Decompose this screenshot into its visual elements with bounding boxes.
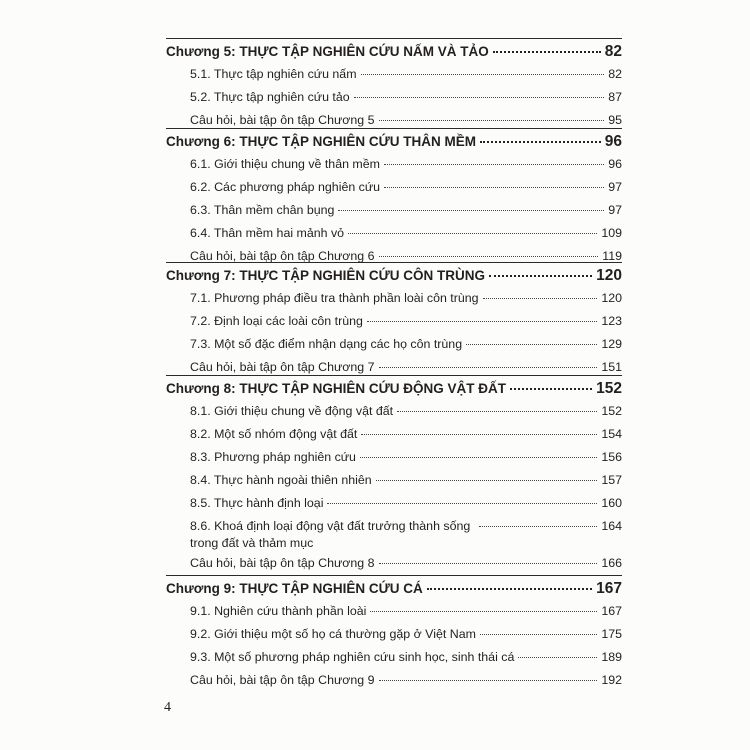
entry-page-number: 154: [601, 427, 622, 441]
entry-label: 6.1. Giới thiệu chung về thân mềm: [190, 157, 380, 171]
dot-leader: [384, 164, 604, 165]
entry-label: Câu hỏi, bài tập ôn tập Chương 7: [190, 360, 375, 374]
entry-page-number: 129: [601, 337, 622, 351]
dot-leader: [379, 563, 598, 564]
toc-entry[interactable]: [166, 176, 622, 199]
dot-leader: [348, 233, 597, 234]
entry-page-number: 97: [608, 180, 622, 194]
entry-label: 9.1. Nghiên cứu thành phần loài: [190, 604, 367, 618]
entry-page-number: 82: [608, 67, 622, 81]
dot-leader: [493, 51, 601, 53]
entry-page-number: 192: [601, 673, 622, 687]
dot-leader: [376, 480, 598, 481]
chapter-5-block: [166, 38, 622, 132]
entry-page-number: 152: [601, 404, 622, 418]
dot-leader: [361, 74, 605, 75]
entry-label: 5.2. Thực tập nghiên cứu tảo: [190, 90, 350, 104]
entry-label: 9.2. Giới thiệu một số họ cá thường gặp ở Việt Nam: [190, 627, 476, 641]
toc-entry[interactable]: [166, 310, 622, 333]
chapter-7-block: [166, 262, 622, 379]
dot-leader: [384, 187, 604, 188]
entry-page-number: 175: [601, 627, 622, 641]
entry-page-number: 120: [601, 291, 622, 305]
chapter-page-number: 96: [604, 133, 622, 150]
chapter-6-block: [166, 128, 622, 268]
toc-entry[interactable]: [166, 153, 622, 176]
entry-page-number: 167: [601, 604, 622, 618]
chapter-title: Chương 7: THỰC TẬP NGHIÊN CỨU CÔN TRÙNG: [166, 268, 486, 283]
chapter-title: Chương 6: THỰC TẬP NGHIÊN CỨU THÂN MỀM: [166, 134, 477, 149]
dot-leader: [361, 434, 597, 435]
chapter-9-heading[interactable]: [166, 576, 622, 600]
entry-label: 6.2. Các phương pháp nghiên cứu: [190, 180, 381, 194]
entry-page-number: 189: [601, 650, 622, 664]
entry-label: Câu hỏi, bài tập ôn tập Chương 8: [190, 556, 375, 570]
dot-leader: [510, 388, 592, 390]
chapter-title: Chương 8: THỰC TẬP NGHIÊN CỨU ĐỘNG VẬT ĐẤT: [166, 381, 507, 396]
entry-label: 6.3. Thân mềm chân bụng: [190, 203, 335, 217]
entry-page-number: 97: [608, 203, 622, 217]
toc-entry[interactable]: [166, 552, 622, 575]
toc-entry[interactable]: [166, 669, 622, 692]
toc-entry[interactable]: [166, 492, 622, 515]
chapter-8-block: [166, 375, 622, 575]
toc-entry[interactable]: [166, 469, 622, 492]
entry-label: 7.3. Một số đặc điểm nhận dạng các họ côn trùng: [190, 337, 463, 351]
toc-entry[interactable]: [166, 287, 622, 310]
dot-leader: [483, 298, 598, 299]
entry-label: 5.1. Thực tập nghiên cứu nấm: [190, 67, 357, 81]
chapter-8-heading[interactable]: [166, 376, 622, 400]
toc-entry[interactable]: [166, 646, 622, 669]
dot-leader: [466, 344, 597, 345]
toc-entry[interactable]: [166, 623, 622, 646]
dot-leader: [379, 256, 599, 257]
entry-page-number: 95: [608, 113, 622, 127]
entry-page-number: 164: [601, 519, 622, 533]
entry-label: 8.6. Khoá định loại động vật đất trưởng thành sống trong đất và thảm mục: [190, 519, 471, 550]
dot-leader: [327, 503, 597, 504]
chapter-page-number: 167: [596, 580, 622, 597]
chapter-page-number: 120: [596, 267, 622, 284]
toc-entry[interactable]: [166, 400, 622, 423]
chapter-5-heading[interactable]: [166, 39, 622, 63]
entry-label: 8.3. Phương pháp nghiên cứu: [190, 450, 356, 464]
toc-entry[interactable]: [166, 222, 622, 245]
dot-leader: [480, 634, 597, 635]
dot-leader: [480, 141, 601, 143]
dot-leader: [354, 97, 605, 98]
dot-leader: [338, 210, 604, 211]
dot-leader: [479, 526, 597, 527]
page-number: 4: [164, 700, 171, 715]
entry-label: 9.3. Một số phương pháp nghiên cứu sinh học, sinh thái cá: [190, 650, 515, 664]
entry-label: Câu hỏi, bài tập ôn tập Chương 9: [190, 673, 375, 687]
dot-leader: [518, 657, 597, 658]
entry-page-number: 87: [608, 90, 622, 104]
entry-page-number: 160: [601, 496, 622, 510]
toc-entry[interactable]: [166, 446, 622, 469]
dot-leader: [367, 321, 597, 322]
toc-entry[interactable]: [166, 333, 622, 356]
dot-leader: [370, 611, 597, 612]
entry-page-number: 123: [601, 314, 622, 328]
entry-label: 8.5. Thực hành định loại: [190, 496, 324, 510]
entry-label: Câu hỏi, bài tập ôn tập Chương 5: [190, 113, 375, 127]
entry-label: Câu hỏi, bài tập ôn tập Chương 6: [190, 249, 375, 263]
chapter-7-heading[interactable]: [166, 263, 622, 287]
toc-entry[interactable]: [166, 423, 622, 446]
entry-page-number: 119: [602, 249, 622, 263]
entry-label: 6.4. Thân mềm hai mảnh vỏ: [190, 226, 345, 240]
dot-leader: [360, 457, 597, 458]
entry-label: 8.4. Thực hành ngoài thiên nhiên: [190, 473, 372, 487]
entry-page-number: 156: [601, 450, 622, 464]
entry-label: 8.1. Giới thiệu chung về động vật đất: [190, 404, 394, 418]
toc-entry[interactable]: [166, 199, 622, 222]
dot-leader: [427, 588, 592, 590]
entry-label: 7.2. Định loại các loài côn trùng: [190, 314, 363, 328]
toc-entry[interactable]: [166, 86, 622, 109]
entry-page-number: 96: [608, 157, 622, 171]
entry-page-number: 109: [601, 226, 622, 240]
entry-page-number: 157: [601, 473, 622, 487]
chapter-6-heading[interactable]: [166, 129, 622, 153]
entry-page-number: 151: [601, 360, 622, 374]
toc-entry[interactable]: [166, 63, 622, 86]
chapter-title: Chương 5: THỰC TẬP NGHIÊN CỨU NẤM VÀ TẢO: [166, 44, 489, 59]
dot-leader: [489, 275, 592, 277]
chapter-9-block: [166, 575, 622, 692]
entry-label: 7.1. Phương pháp điều tra thành phần loài côn trùng: [190, 291, 479, 305]
dot-leader: [379, 680, 598, 681]
chapter-page-number: 152: [596, 380, 622, 397]
chapter-title: Chương 9: THỰC TẬP NGHIÊN CỨU CÁ: [166, 581, 423, 596]
entry-label: 8.2. Một số nhóm động vật đất: [190, 427, 358, 441]
toc-entry[interactable]: [166, 515, 622, 552]
entry-page-number: 166: [601, 556, 622, 570]
dot-leader: [379, 367, 598, 368]
chapter-page-number: 82: [604, 43, 622, 60]
dot-leader: [379, 120, 605, 121]
dot-leader: [397, 411, 597, 412]
toc-entry[interactable]: [166, 600, 622, 623]
